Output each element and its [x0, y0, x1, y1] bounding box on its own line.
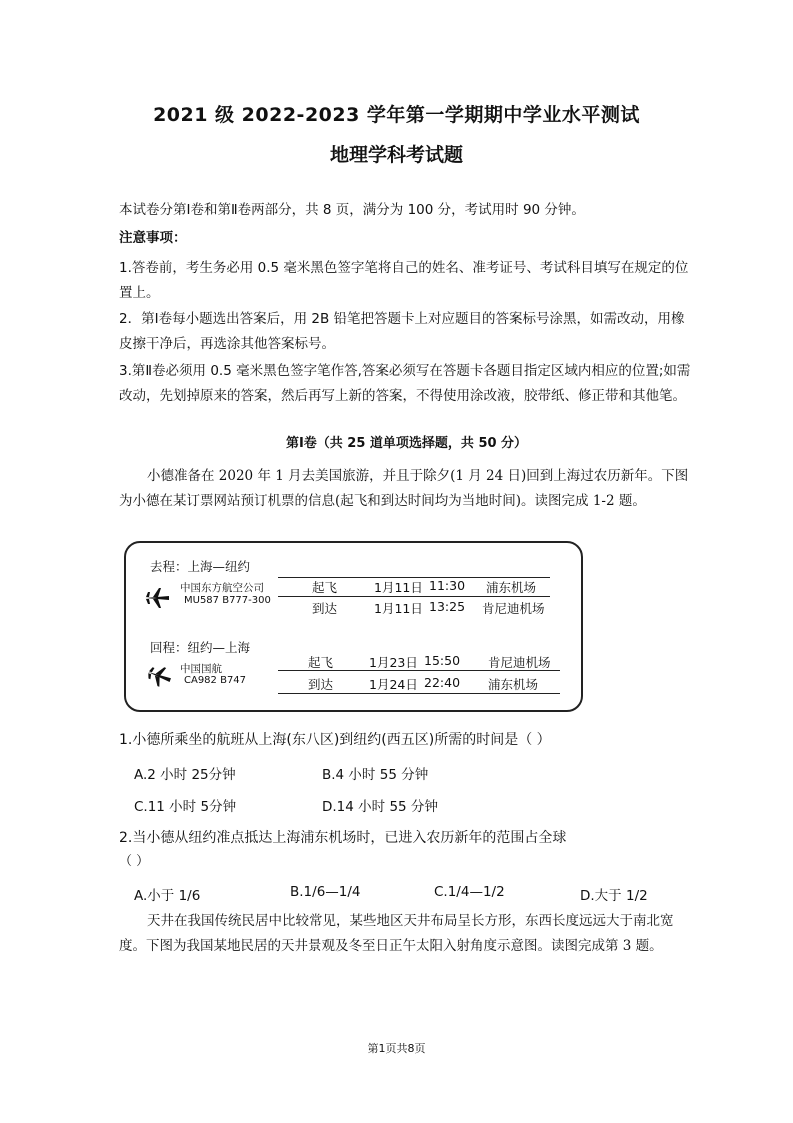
exam-subtitle: 地理学科考试题	[329, 144, 463, 166]
divider	[278, 670, 560, 671]
return-depart-type: 起飞	[308, 655, 334, 670]
return-arrive-airport: 浦东机场	[488, 677, 539, 692]
return-flight-code: CA982 B747	[184, 675, 247, 686]
question-1-option-c: C.11 小时 5分钟	[134, 799, 237, 815]
notice-item-3: 3.第Ⅱ卷必须用 0.5 毫米黑色签字笔作答,答案必须写在答题卡各题目指定区域内相应的位置;如需改动，先划掉原来的答案，然后再写上新的答案，不得使用涂改液，胶带纸、修正带和其他笔。	[119, 363, 691, 404]
divider	[278, 596, 550, 597]
return-depart-airport: 肯尼迪机场	[488, 655, 551, 670]
return-airline: 中国国航	[180, 663, 222, 675]
question-2-option-a: A.小于 1/6	[134, 888, 201, 904]
return-depart-date: 1月23日	[369, 655, 418, 670]
question-2-stem: 2.当小德从纽约准点抵达上海浦东机场时，已进入农历新年的范围占全球	[119, 830, 567, 846]
question-1-option-d: D.14 小时 55 分钟	[322, 799, 438, 815]
question-2-option-d: D.大于 1/2	[580, 888, 648, 904]
divider	[278, 693, 560, 694]
outbound-flight-code: MU587 B777-300	[184, 595, 271, 606]
question-1-option-a: A.2 小时 25分钟	[134, 767, 236, 783]
notice-item-1: 1.答卷前，考生务必用 0.5 毫米黑色签字笔将自己的姓名、准考证号、考试科目填写在规定的位置上。	[119, 260, 689, 301]
question-1-stem: 1.小德所乘坐的航班从上海(东八区)到纽约(西五区)所需的时间是（ ）	[119, 732, 551, 748]
outbound-arrive-date: 1月11日	[374, 601, 423, 616]
notice-heading: 注意事项：	[119, 230, 187, 246]
passage-1: 小德准备在 2020 年 1 月去美国旅游，并且于除夕(1 月 24 日)回到上海过农历新年。下图为小德在某订票网站预订机票的信息(起飞和到达时间均为当地时间)。读图完成 1-2 题。	[119, 468, 689, 509]
intro-text: 本试卷分第Ⅰ卷和第Ⅱ卷两部分，共 8 页，满分为 100 分，考试用时 90 分钟。	[119, 202, 585, 218]
return-depart-time: 15:50	[424, 653, 461, 668]
flight-ticket-figure	[124, 541, 583, 712]
outbound-depart-type: 起飞	[312, 580, 338, 595]
question-2-option-c: C.1/4—1/2	[434, 884, 505, 900]
outbound-label: 去程：上海—纽约	[150, 559, 251, 574]
outbound-arrive-airport: 肯尼迪机场	[482, 601, 545, 616]
outbound-depart-date: 1月11日	[374, 580, 423, 595]
return-arrive-date: 1月24日	[369, 677, 418, 692]
question-2-blank: （ ）	[119, 854, 150, 869]
outbound-airline: 中国东方航空公司	[180, 582, 264, 594]
return-arrive-type: 到达	[308, 677, 334, 692]
outbound-arrive-time: 13:25	[429, 599, 466, 614]
outbound-arrive-type: 到达	[312, 601, 338, 616]
page-footer: 第1页共8页	[367, 1042, 426, 1055]
notice-item-2: 2．第Ⅰ卷每小题选出答案后，用 2B 铅笔把答题卡上对应题目的答案标号涂黑，如需改动，用橡皮擦干净后，再选涂其他答案标号。	[119, 311, 685, 352]
question-2-option-b: B.1/6—1/4	[290, 884, 361, 900]
airplane-icon	[146, 665, 172, 687]
outbound-depart-airport: 浦东机场	[486, 580, 537, 595]
airplane-icon	[144, 587, 170, 609]
passage-2: 天井在我国传统民居中比较常见，某些地区天井布局呈长方形，东西长度远远大于南北宽度。下图为我国某地民居的天井景观及冬至日正午太阳入射角度示意图。读图完成第 3 题。	[119, 913, 674, 954]
section-title: 第Ⅰ卷（共 25 道单项选择题，共 50 分）	[285, 436, 528, 451]
question-1-option-b: B.4 小时 55 分钟	[322, 767, 429, 783]
exam-title: 2021 级 2022-2023 学年第一学期期中学业水平测试	[153, 104, 640, 126]
return-label: 回程：纽约—上海	[150, 640, 251, 655]
return-arrive-time: 22:40	[424, 675, 461, 690]
outbound-depart-time: 11:30	[429, 578, 466, 593]
